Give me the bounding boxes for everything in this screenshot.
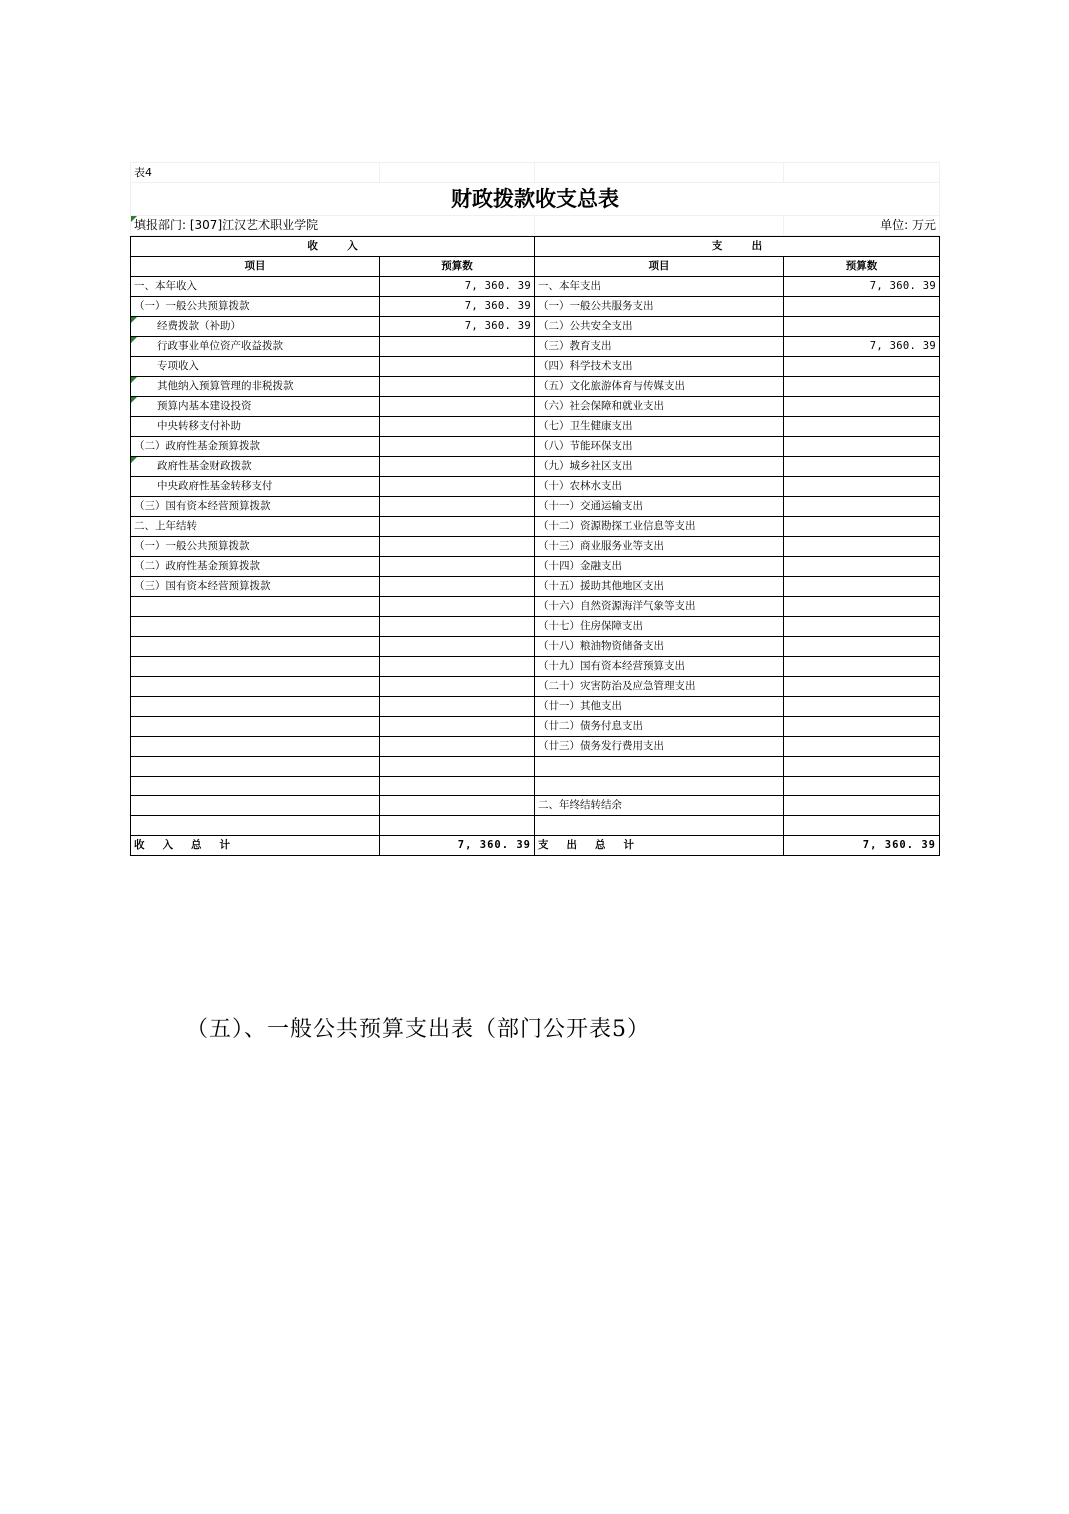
expense-total-label: 支出总计 bbox=[535, 836, 784, 856]
income-item: （二）政府性基金预算拨款 bbox=[131, 557, 380, 577]
expense-value bbox=[784, 597, 940, 617]
table-row bbox=[131, 417, 940, 437]
income-value bbox=[380, 796, 535, 816]
table-row bbox=[131, 337, 940, 357]
expense-item: （三）教育支出 bbox=[535, 337, 784, 357]
income-item: 预算内基本建设投资 bbox=[131, 397, 380, 417]
expense-value bbox=[784, 457, 940, 477]
income-item: （二）政府性基金预算拨款 bbox=[131, 437, 380, 457]
income-item: 政府性基金财政拨款 bbox=[131, 457, 380, 477]
expense-value bbox=[784, 417, 940, 437]
income-value bbox=[380, 517, 535, 537]
income-value: 7, 360. 39 bbox=[380, 297, 535, 317]
expense-item bbox=[535, 816, 784, 836]
expense-value bbox=[784, 637, 940, 657]
table-row bbox=[131, 637, 940, 657]
income-value bbox=[380, 417, 535, 437]
expense-item: 二、年终结转结余 bbox=[535, 796, 784, 816]
budget-sheet bbox=[130, 162, 939, 856]
income-value bbox=[380, 357, 535, 377]
expense-value bbox=[784, 397, 940, 417]
income-budget-header: 预算数 bbox=[380, 257, 535, 277]
expense-item: （十四）金融支出 bbox=[535, 557, 784, 577]
expense-total-value: 7, 360. 39 bbox=[784, 836, 940, 856]
table-row bbox=[131, 277, 940, 297]
income-item bbox=[131, 816, 380, 836]
income-item: （一）一般公共预算拨款 bbox=[131, 297, 380, 317]
income-value bbox=[380, 477, 535, 497]
expense-value bbox=[784, 557, 940, 577]
expense-value: 7, 360. 39 bbox=[784, 337, 940, 357]
expense-value bbox=[784, 677, 940, 697]
income-item bbox=[131, 617, 380, 637]
table-title: 财政拨款收支总表 bbox=[131, 183, 940, 216]
income-value bbox=[380, 697, 535, 717]
table-row bbox=[131, 537, 940, 557]
expense-item: （十七）住房保障支出 bbox=[535, 617, 784, 637]
expense-item: 一、本年支出 bbox=[535, 277, 784, 297]
income-value: 7, 360. 39 bbox=[380, 317, 535, 337]
income-value bbox=[380, 337, 535, 357]
expense-value bbox=[784, 737, 940, 757]
income-item bbox=[131, 597, 380, 617]
expense-value bbox=[784, 816, 940, 836]
table-number: 表4 bbox=[131, 163, 380, 183]
expense-item: （十三）商业服务业等支出 bbox=[535, 537, 784, 557]
income-item: 专项收入 bbox=[131, 357, 380, 377]
expense-value bbox=[784, 477, 940, 497]
expense-item: （十八）粮油物资储备支出 bbox=[535, 637, 784, 657]
table-row bbox=[131, 477, 940, 497]
expense-value bbox=[784, 297, 940, 317]
expense-item-header: 项目 bbox=[535, 257, 784, 277]
income-item bbox=[131, 697, 380, 717]
income-item bbox=[131, 796, 380, 816]
expense-item: （二）公共安全支出 bbox=[535, 317, 784, 337]
sheet-header bbox=[130, 162, 940, 236]
table-row bbox=[131, 297, 940, 317]
expense-item: （四）科学技术支出 bbox=[535, 357, 784, 377]
table-row bbox=[131, 557, 940, 577]
income-value: 7, 360. 39 bbox=[380, 277, 535, 297]
expense-value bbox=[784, 517, 940, 537]
income-value bbox=[380, 597, 535, 617]
table-row bbox=[131, 697, 940, 717]
income-value bbox=[380, 737, 535, 757]
expense-value bbox=[784, 796, 940, 816]
expense-item: （十九）国有资本经营预算支出 bbox=[535, 657, 784, 677]
table-row bbox=[131, 397, 940, 417]
expense-item: （十）农林水支出 bbox=[535, 477, 784, 497]
expense-value bbox=[784, 357, 940, 377]
table-row bbox=[131, 517, 940, 537]
table-row bbox=[131, 577, 940, 597]
income-value bbox=[380, 497, 535, 517]
expense-item bbox=[535, 757, 784, 777]
income-item bbox=[131, 757, 380, 777]
income-value bbox=[380, 437, 535, 457]
table-row bbox=[131, 377, 940, 397]
table-row bbox=[131, 497, 940, 517]
expense-value bbox=[784, 577, 940, 597]
income-value bbox=[380, 397, 535, 417]
budget-table bbox=[130, 236, 940, 856]
expense-item: （廿一）其他支出 bbox=[535, 697, 784, 717]
expense-value bbox=[784, 757, 940, 777]
income-item: （三）国有资本经营预算拨款 bbox=[131, 577, 380, 597]
expense-budget-header: 预算数 bbox=[784, 257, 940, 277]
expense-value: 7, 360. 39 bbox=[784, 277, 940, 297]
expense-item bbox=[535, 776, 784, 796]
income-item bbox=[131, 737, 380, 757]
table-row bbox=[131, 357, 940, 377]
expense-item: （七）卫生健康支出 bbox=[535, 417, 784, 437]
table-row bbox=[131, 597, 940, 617]
table-row bbox=[131, 757, 940, 777]
income-item: （一）一般公共预算拨款 bbox=[131, 537, 380, 557]
income-total-value: 7, 360. 39 bbox=[380, 836, 535, 856]
table-row bbox=[131, 737, 940, 757]
income-item: 中央政府性基金转移支付 bbox=[131, 477, 380, 497]
income-value bbox=[380, 637, 535, 657]
income-item: 二、上年结转 bbox=[131, 517, 380, 537]
expense-header: 支 出 bbox=[535, 237, 940, 257]
expense-value bbox=[784, 617, 940, 637]
expense-value bbox=[784, 717, 940, 737]
expense-value bbox=[784, 657, 940, 677]
income-value bbox=[380, 757, 535, 777]
income-value bbox=[380, 816, 535, 836]
income-item bbox=[131, 776, 380, 796]
expense-value bbox=[784, 377, 940, 397]
expense-item: （廿二）债务付息支出 bbox=[535, 717, 784, 737]
income-value bbox=[380, 537, 535, 557]
table-row bbox=[131, 776, 940, 796]
income-value bbox=[380, 677, 535, 697]
expense-item: （六）社会保障和就业支出 bbox=[535, 397, 784, 417]
income-item: （三）国有资本经营预算拨款 bbox=[131, 497, 380, 517]
expense-item: （十五）援助其他地区支出 bbox=[535, 577, 784, 597]
income-item: 一、本年收入 bbox=[131, 277, 380, 297]
income-item-header: 项目 bbox=[131, 257, 380, 277]
table-row bbox=[131, 657, 940, 677]
income-value bbox=[380, 617, 535, 637]
income-item: 其他纳入预算管理的非税拨款 bbox=[131, 377, 380, 397]
expense-item: （十二）资源勘探工业信息等支出 bbox=[535, 517, 784, 537]
expense-item: （八）节能环保支出 bbox=[535, 437, 784, 457]
income-value bbox=[380, 776, 535, 796]
expense-item: （五）文化旅游体育与传媒支出 bbox=[535, 377, 784, 397]
expense-item: （一）一般公共服务支出 bbox=[535, 297, 784, 317]
table-row bbox=[131, 457, 940, 477]
income-total-label: 收入总计 bbox=[131, 836, 380, 856]
total-row bbox=[131, 836, 940, 856]
income-value bbox=[380, 377, 535, 397]
expense-item: （九）城乡社区支出 bbox=[535, 457, 784, 477]
income-item bbox=[131, 677, 380, 697]
income-item bbox=[131, 717, 380, 737]
expense-value bbox=[784, 776, 940, 796]
section-heading: （五）、一般公共预算支出表（部门公开表5） bbox=[186, 1017, 650, 1042]
table-row bbox=[131, 717, 940, 737]
expense-value bbox=[784, 317, 940, 337]
income-value bbox=[380, 577, 535, 597]
income-value bbox=[380, 717, 535, 737]
table-row bbox=[131, 437, 940, 457]
table-row bbox=[131, 617, 940, 637]
department-label: 填报部门: [307]江汉艺术职业学院 bbox=[131, 216, 535, 236]
income-value bbox=[380, 657, 535, 677]
expense-item: （十一）交通运输支出 bbox=[535, 497, 784, 517]
expense-value bbox=[784, 437, 940, 457]
income-item: 经费拨款（补助） bbox=[131, 317, 380, 337]
income-header: 收 入 bbox=[131, 237, 535, 257]
table-row bbox=[131, 677, 940, 697]
unit-label: 单位: 万元 bbox=[784, 216, 940, 236]
income-item bbox=[131, 637, 380, 657]
expense-item: （二十）灾害防治及应急管理支出 bbox=[535, 677, 784, 697]
income-item bbox=[131, 657, 380, 677]
table-row bbox=[131, 816, 940, 836]
income-value bbox=[380, 557, 535, 577]
expense-value bbox=[784, 497, 940, 517]
expense-item: （十六）自然资源海洋气象等支出 bbox=[535, 597, 784, 617]
income-item: 行政事业单位资产收益拨款 bbox=[131, 337, 380, 357]
income-item: 中央转移支付补助 bbox=[131, 417, 380, 437]
expense-value bbox=[784, 537, 940, 557]
expense-item: （廿三）债务发行费用支出 bbox=[535, 737, 784, 757]
expense-value bbox=[784, 697, 940, 717]
table-row bbox=[131, 317, 940, 337]
table-row bbox=[131, 796, 940, 816]
income-value bbox=[380, 457, 535, 477]
